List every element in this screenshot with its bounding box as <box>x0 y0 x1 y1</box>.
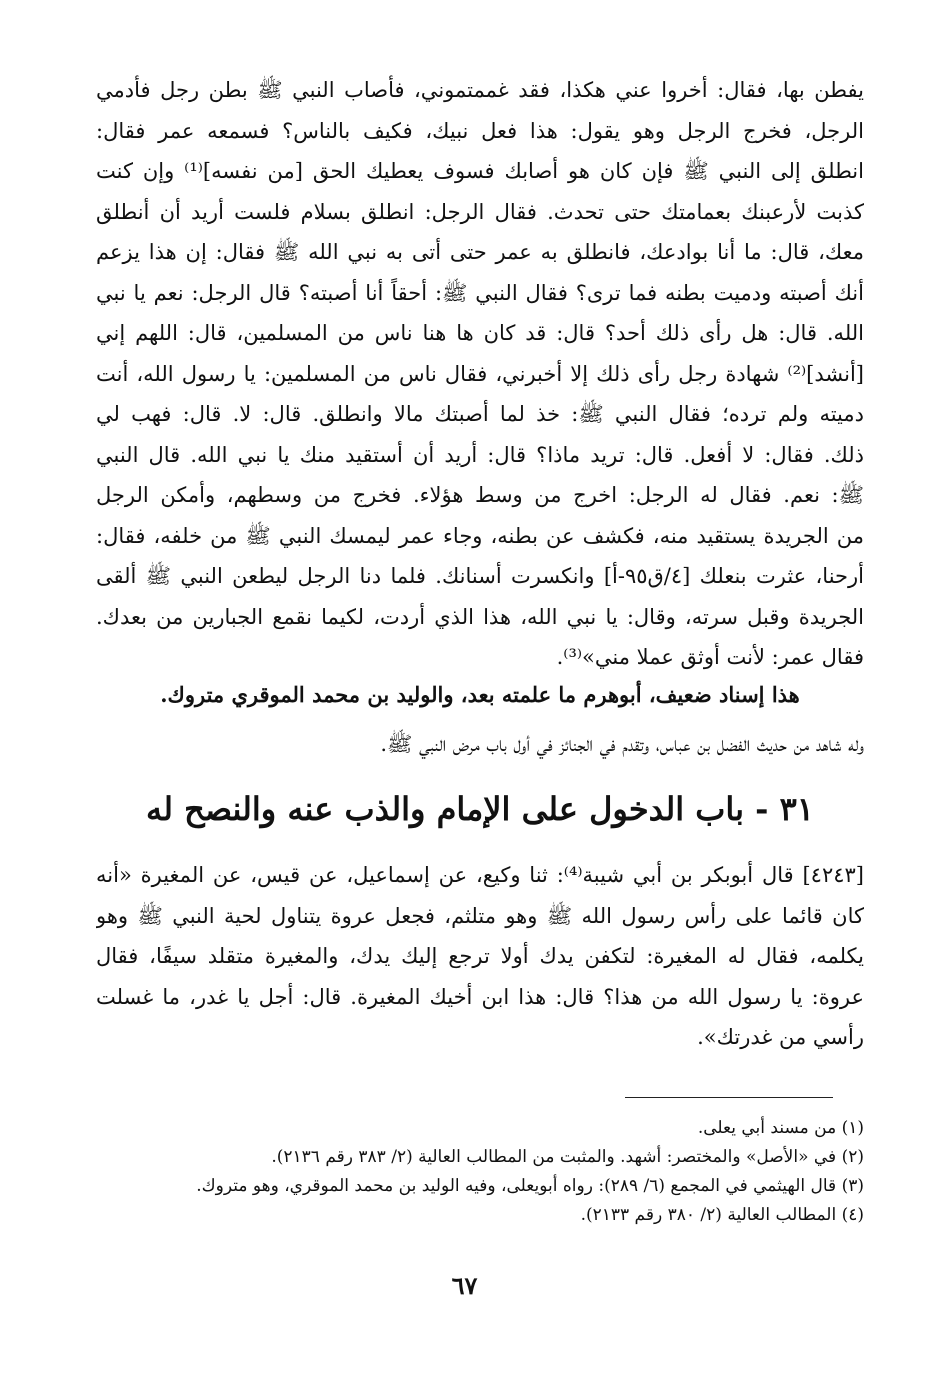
text-line: من الجريدة يستقيد منه، فكشف عن بطنه، وجاء عمر ليمسك النبي ﷺ من خلفه، فقال: <box>96 523 864 548</box>
footnote: (١) من مسند أبي يعلى. <box>697 1118 864 1138</box>
text-line: [٤٢٤٣] قال أبوبكر بن أبي شيبة⁽⁴⁾: ثنا وكيع، عن إسماعيل، عن قيس، عن المغيرة «أنه <box>96 863 864 887</box>
text-line: انطلق إلى النبي ﷺ فإن كان هو أصابك فسوف يعطيك الحق [من نفسه]⁽¹⁾ وإن كنت <box>96 159 864 183</box>
hadith-paragraph <box>96 855 864 1058</box>
page-number: ٦٧ <box>451 1271 478 1300</box>
text-line: يفطن بها، فقال: أخروا عني هكذا، فقد غممتموني، فأصاب النبي ﷺ بطن رجل فأدمي <box>96 78 864 102</box>
narration-paragraph <box>96 70 864 678</box>
footnote: (٢) في «الأصل» والمختصر: أشهد. والمثبت من المطالب العالية (٢/ ٣٨٣ رقم ٢١٣٦). <box>271 1147 864 1167</box>
text-line: كذبت لأرعبنك بعمامتك حتى تحدث. فقال الرجل: انطلق بسلام فلست أريد أن أنطلق <box>96 199 864 224</box>
grading-text: هذا إسناد ضعيف، أبوهرم ما علمته بعد، والوليد بن محمد الموقري متروك. <box>160 682 800 707</box>
text-line: كان قائما على رأس رسول الله ﷺ وهو متلثم، فجعل عروة يتناول لحية النبي ﷺ وهو <box>96 903 864 928</box>
footnote-divider <box>625 1097 833 1098</box>
witness-note <box>96 724 864 764</box>
text-line: أنك أصبته ودميت بطنه فما ترى؟ فقال النبي ﷺ: أحقاً أنا أصبته؟ قال الرجل: نعم يا نبي <box>96 280 864 305</box>
text-line: معك، قال: ما أنا بوادعك، فانطلق به عمر حتى أتى به نبي الله ﷺ فقال: إن هذا يزعم <box>96 240 864 264</box>
text-line: الله. قال: هل رأى ذلك أحد؟ قال: قد كان ها هنا ناس من المسلمين، قال: اللهم إني <box>96 321 864 345</box>
footnote: (٣) قال الهيثمي في المجمع (٦/ ٢٨٩): رواه أبويعلى، وفيه الوليد بن محمد الموقري، وهو متروك. <box>196 1176 864 1196</box>
text-line: أرحنا، عثرت بنعلك [٤/ق٩٥-أ] وانكسرت أسنانك. فلما دنا الرجل ليطعن النبي ﷺ ألقى <box>96 564 864 588</box>
text-line: يكلمه، فقال له المغيرة: لتكفن يدك أولا ترجع إليك يدك، والمغيرة متقلد سيفًا، فقال <box>96 944 864 968</box>
text-line: ﷺ: نعم. فقال له الرجل: اخرج من وسط هؤلاء. فخرج من وسطهم، وأمكن الرجل <box>96 483 864 507</box>
text-line: [أنشد]⁽²⁾ شهادة رجل رأى ذلك إلا أخبرني، فقال ناس من المسلمين: يا رسول الله، أنت <box>96 361 864 386</box>
text-line: ذلك. فقال: لا أفعل. قال: تريد ماذا؟ قال: أريد أن أستقيد منك يا نبي الله. قال النبي <box>96 442 864 467</box>
text-line: فقال عمر: لأنت أوثق عملا مني»⁽³⁾. <box>556 645 864 669</box>
text-line: دميته ولم ترده؛ فقال النبي ﷺ: خذ لما أصبتك مالا وانطلق. قال: لا. قال: فهب لي <box>96 402 864 426</box>
chapter-heading: ٣١ - باب الدخول على الإمام والذب عنه والنصح له <box>146 790 814 828</box>
text-line: الرجل، فخرج الرجل وهو يقول: هذا فعل نبيك، فكيف بالناس؟ فسمعه عمر فقال: <box>96 118 864 143</box>
footnotes <box>96 1114 864 1230</box>
isnad-grading <box>96 676 864 714</box>
text-line: عروة: يا رسول الله من هذا؟ قال: هذا ابن أخيك المغيرة. قال: أجل يا غدر، ما غسلت <box>96 984 864 1009</box>
text-line: الجريدة وقبل سرته، وقال: يا نبي الله، هذا الذي أردت، لكيما نقمع الجبارين من بعدك. <box>96 604 864 629</box>
footnote: (٤) المطالب العالية (٢/ ٣٨٠ رقم ٢١٣٣). <box>580 1205 864 1225</box>
text-line: رأسي من غدرتك». <box>697 1025 864 1049</box>
witness-text: وله شاهد من حديث الفضل بن عباس، وتقدم في الجنائز في أول باب مرض النبي ﷺ. <box>380 732 864 756</box>
